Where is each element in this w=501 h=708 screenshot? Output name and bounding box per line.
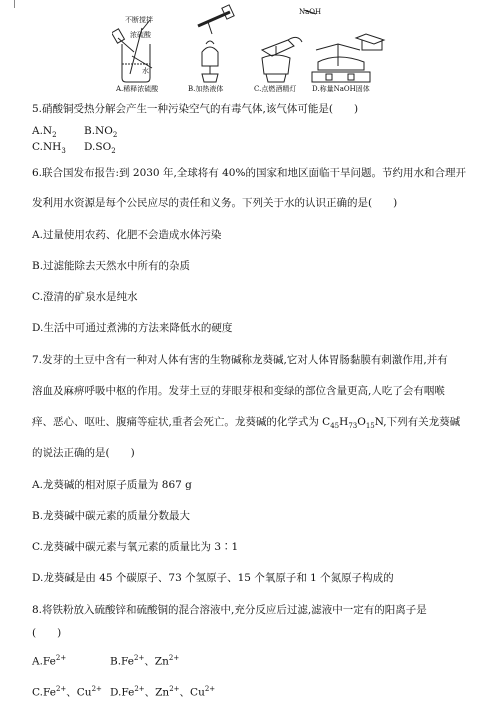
q6-option-c: C.澄清的矿泉水是纯水 (32, 291, 138, 303)
q6-option-d: D.生活中可通过煮沸的方法来降低水的硬度 (32, 322, 233, 334)
experiment-figures (112, 4, 402, 96)
caption-a: A.稀释浓硫酸 (116, 85, 159, 93)
q7-line-1: 7.发芽的土豆中含有一种对人体有害的生物碱称龙葵碱,它对人体胃肠黏膜有刺激作用,并有 (32, 354, 448, 366)
figures-drawing (112, 4, 402, 96)
q5-option-d: $D.SO_2$ (84, 141, 116, 156)
q6-option-a: A.过量使用农药、化肥不会造成水体污染 (32, 229, 222, 241)
q8-option-d: $D.Fe^{2+}$、$Zn^{2+}$、$Cu^{2+}$ (110, 685, 216, 699)
q5-stem: 5.硝酸铜受热分解会产生一种污染空气的有毒气体,该气体可能是( ) (32, 103, 359, 115)
figure-c-lamp (262, 37, 302, 82)
q7-option-a: A.龙葵碱的相对原子质量为 867 g (32, 479, 192, 491)
q5-option-a: $A.N_2$ (32, 125, 57, 140)
label-stir: 不断搅拌 (125, 16, 153, 24)
q7-option-c: C.龙葵碱中碳元素与氧元素的质量比为 3∶1 (32, 541, 239, 553)
label-acid: 浓硫酸 (130, 31, 151, 39)
q7-line-4: 的说法正确的是( ) (32, 447, 135, 459)
q5-option-b: $B.NO_2$ (84, 125, 118, 140)
q8-line-2: ( ) (32, 627, 62, 639)
q6-line-2: 发利用水资源是每个公民应尽的责任和义务。下列关于水的认识正确的是( ) (32, 197, 398, 209)
caption-d: D.称量NaOH固体 (312, 85, 370, 93)
figure-b-heating (198, 5, 234, 82)
margin-mark (14, 0, 15, 8)
q8-line-1: 8.将铁粉放入硫酸锌和硫酸铜的混合溶液中,充分反应后过滤,滤液中一定有的阳离子是 (32, 604, 427, 616)
q8-option-b: $B.Fe^{2+}$、$Zn^{2+}$ (110, 654, 180, 668)
q7-option-d: D.龙葵碱是由 45 个碳原子、73 个氢原子、15 个氧原子和 1 个氮原子构成的 (32, 572, 394, 584)
q7-line-3: 痒、恶心、呕吐、腹痛等症状,重者会死亡。龙葵碱的化学式为 $C_{45}H_{73}O_{15}N$,下列有关龙葵碱 (32, 416, 461, 431)
label-naoh: NaOH (299, 8, 322, 16)
q6-option-b: B.过滤能除去天然水中所有的杂质 (32, 260, 191, 272)
caption-c: C.点燃酒精灯 (254, 85, 297, 93)
q7-line-2: 溶血及麻痹呼吸中枢的作用。发芽土豆的芽眼芽根和变绿的部位含量更高,人吃了会有咽喉 (32, 385, 445, 397)
q7-option-b: B.龙葵碱中碳元素的质量分数最大 (32, 510, 191, 522)
caption-b: B.加热液体 (188, 85, 224, 93)
label-water: 水 (142, 67, 149, 75)
q5-option-c: $C.NH_3$ (32, 141, 66, 156)
q8-option-c: $C.Fe^{2+}$、$Cu^{2+}$ (32, 685, 102, 699)
q8-option-a: $A.Fe^{2+}$ (32, 654, 67, 668)
q6-line-1: 6.联合国发布报告:到 2030 年,全球将有 40%的国家和地区面临干旱问题。节约用水和合理开 (32, 167, 466, 179)
figure-d-balance (304, 10, 384, 82)
